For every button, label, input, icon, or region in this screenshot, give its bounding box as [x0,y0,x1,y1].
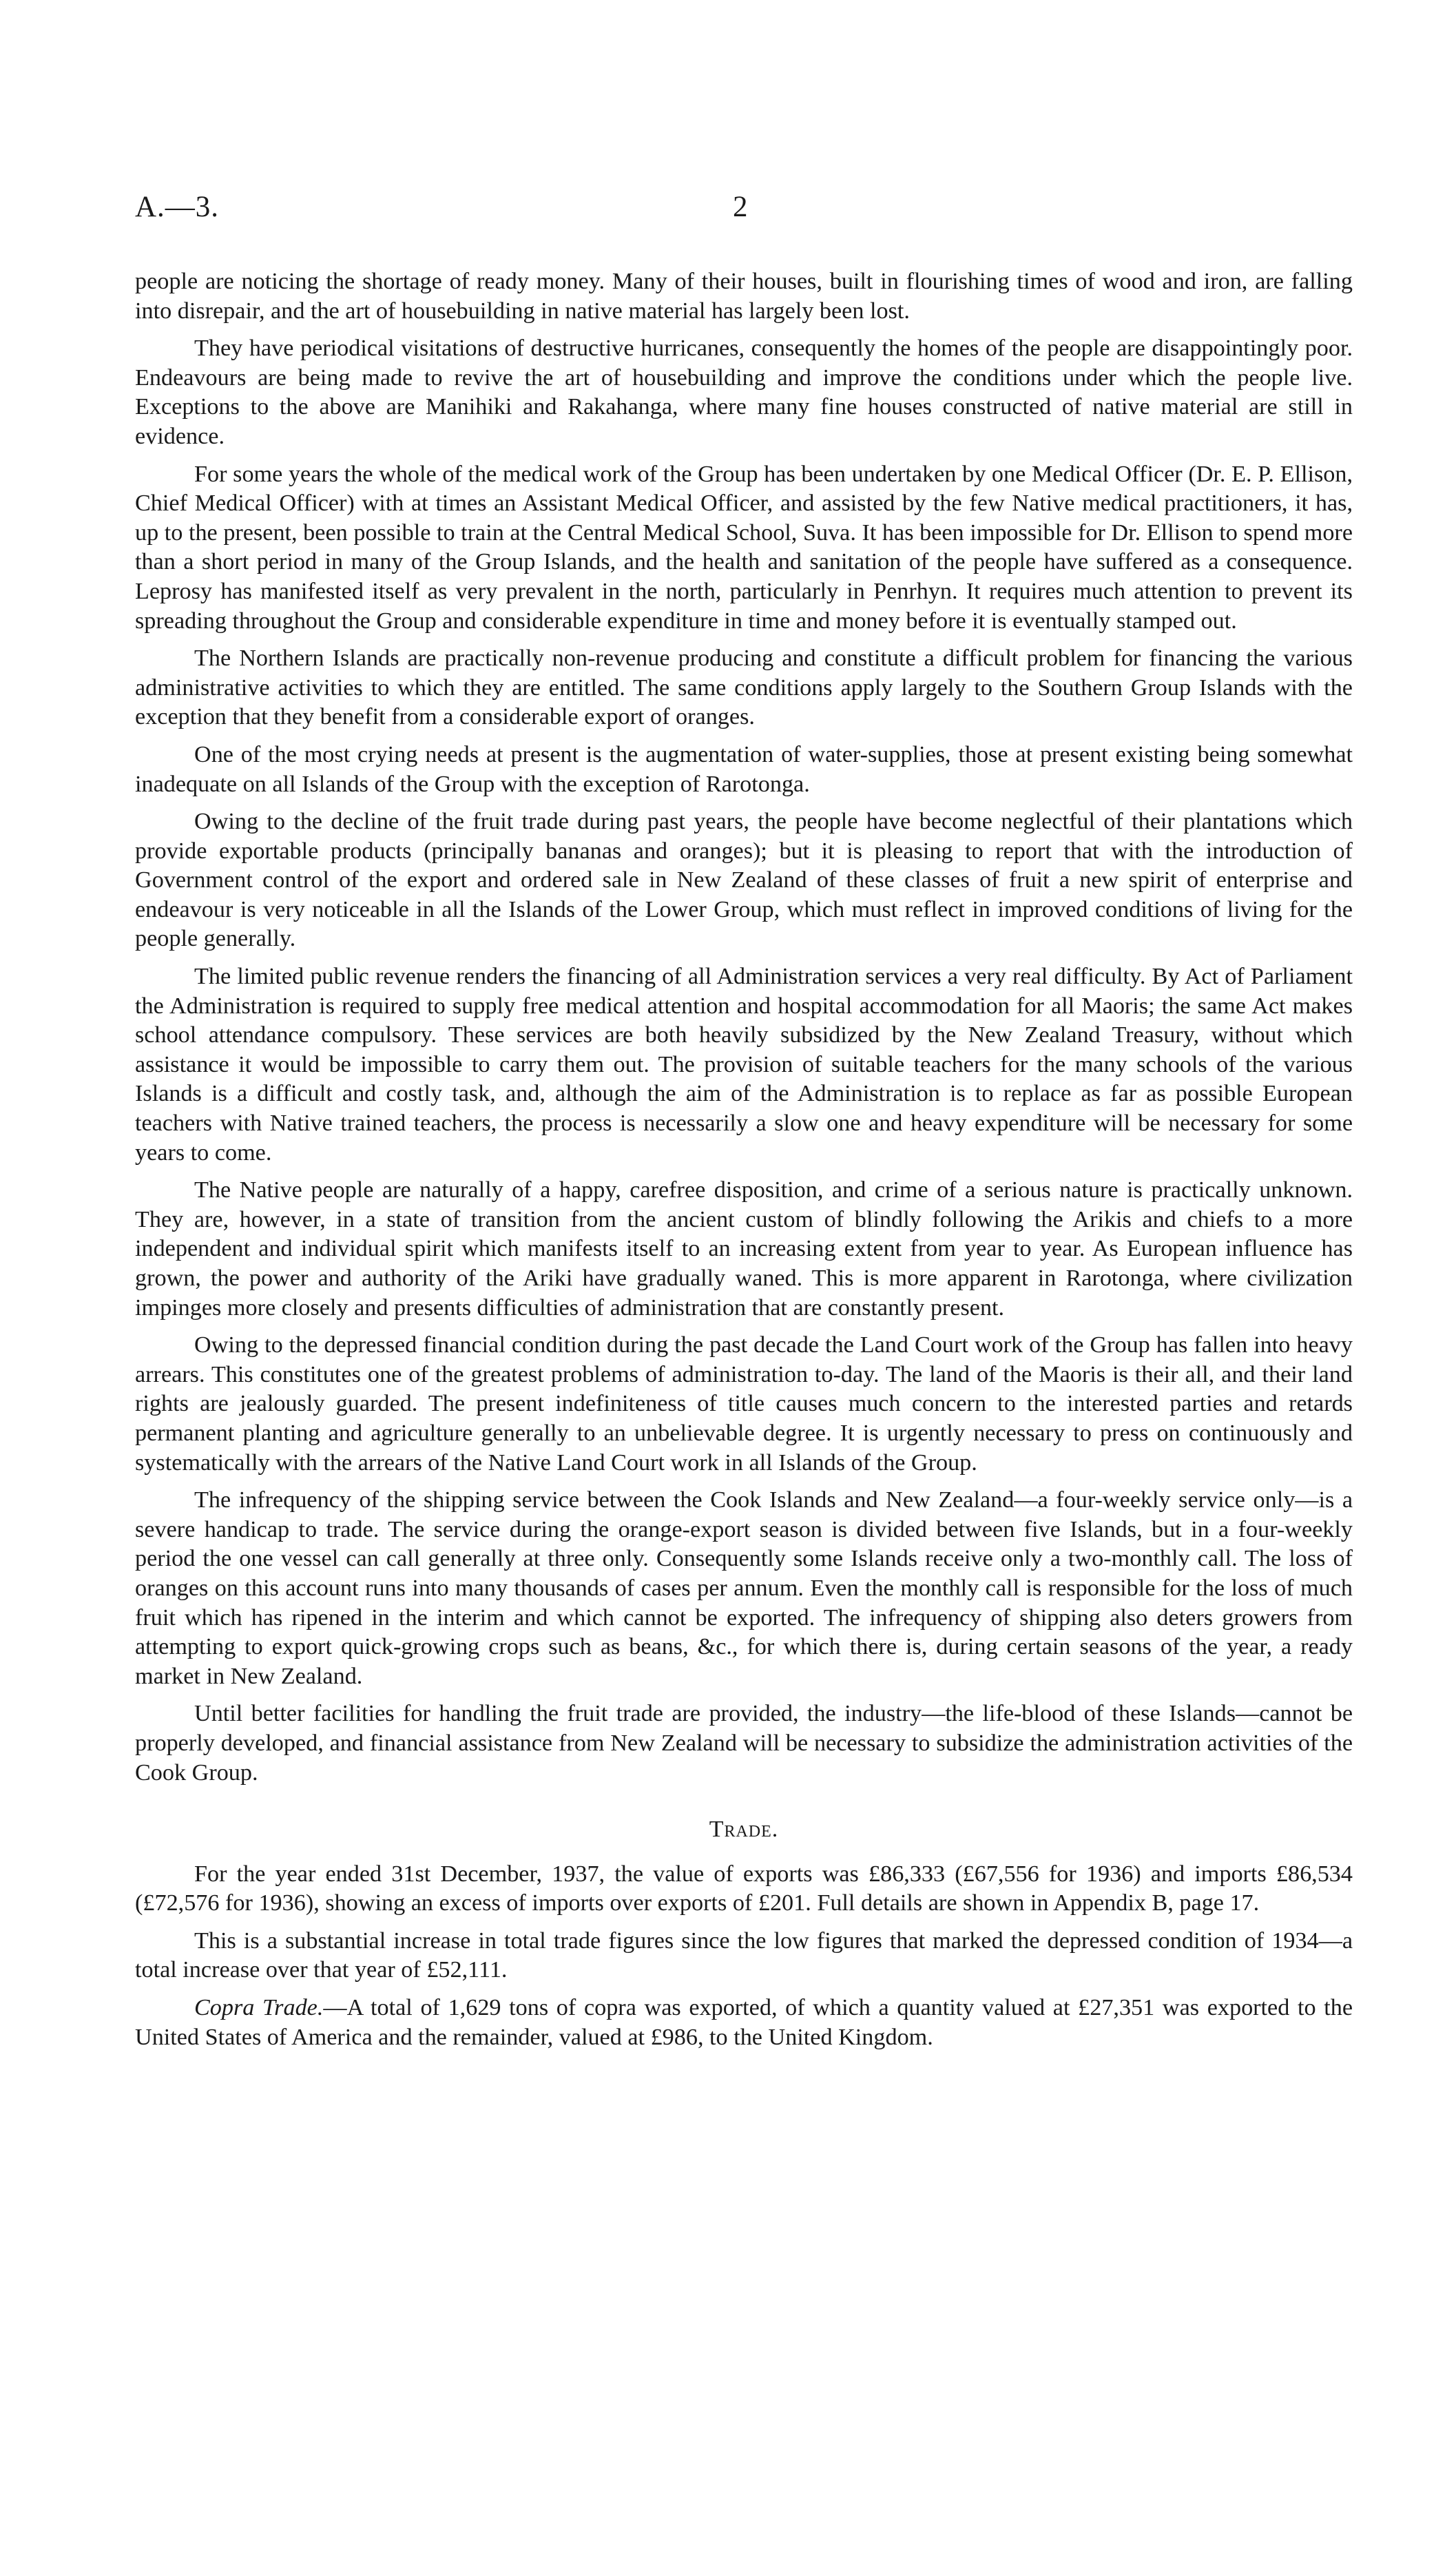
paragraph: For the year ended 31st December, 1937, the value of exports was £86,333 (£67,556 for 1936) and imports £86,534 (£72,576 for 1936), showing an excess of imports over exports of £201. Full details are shown in Appendix B, page 17. [135,1861,1353,1916]
paragraph: The Northern Islands are practically non-revenue producing and constitute a difficult problem for financing the various administrative activities to which they are entitled. The same conditions apply largely to the Southern Group Islands with the exception that they benefit from a considerable export of oranges. [135,645,1353,730]
paragraph: Until better facilities for handling the fruit trade are provided, the industry—the life-blood of these Islands—cannot be properly developed, and financial assistance from New Zealand will be necessary to subsidize the administration activities of the Cook Group. [135,1701,1353,1786]
paragraph: people are noticing the shortage of ready money. Many of their houses, built in flourishing times of wood and iron, are falling into disrepair, and the art of housebuilding in native material has largely been lost. [135,269,1353,324]
paragraph: Owing to the decline of the fruit trade during past years, the people have become neglectful of their plantations which provide exportable products (principally bananas and oranges); but it is pleasing to report that with the introduction of Government control of the export and ordered sale in New Zealand of these classes of fruit a new spirit of enterprise and endeavour is very noticeable in all the Islands of the Lower Group, which must reflect in improved conditions of living for the people generally. [135,809,1353,952]
paragraph: They have periodical visitations of destructive hurricanes, consequently the homes of the people are disappointingly poor. Endeavours are being made to revive the art of housebuilding and improve the conditions under which the people live. Exceptions to the above are Manihiki and Rakahanga, where many fine houses constructed of native material are still in evidence. [135,335,1353,449]
copra-trade-text: —A total of 1,629 tons of copra was exported, of which a quantity valued at £27,351 was exported to the United States of America and the remainder, valued at £986, to the United Kingdom. [135,1995,1353,2050]
paragraph: The infrequency of the shipping service between the Cook Islands and New Zealand—a four-weekly service only—is a severe handicap to trade. The service during the orange-export season is divided between five Islands, but in a four-weekly period the one vessel can call generally at three only. Consequently some Islands receive only a two-monthly call. The loss of oranges on this account runs into many thousands of cases per annum. Even the monthly call is responsible for the loss of much fruit which has ripened in the interim and which cannot be exported. The infrequency of shipping also deters growers from attempting to export quick-growing crops such as beans, &c., for which there is, during certain seasons of the year, a ready market in New Zealand. [135,1487,1353,1689]
page-header [135,190,1353,231]
section-heading-trade: Trade. [709,1817,779,1843]
paragraph: Owing to the depressed financial condition during the past decade the Land Court work of the Group has fallen into heavy arrears. This constitutes one of the greatest problems of administration to-day. The land of the Maoris is their all, and their land rights are jealously guarded. The present indefiniteness of title causes much concern to the interested parties and retards permanent planting and agriculture generally to an unbelievable degree. It is urgently necessary to press on continuously and systematically with the arrears of the Native Land Court work in all Islands of the Group. [135,1332,1353,1476]
document-reference: A.—3. [135,191,220,223]
body-text [135,267,1353,2060]
copra-trade-lead: Copra Trade. [194,1995,324,2021]
page-number: 2 [733,191,748,223]
paragraph: One of the most crying needs at present is the augmentation of water-supplies, those at present existing being somewhat inadequate on all Islands of the Group with the exception of Rarotonga. [135,741,1353,797]
paragraph: The limited public revenue renders the financing of all Administration services a very real difficulty. By Act of Parliament the Administration is required to supply free medical attention and hospital accommodation for all Maoris; the same Act makes school attendance compulsory. These services are both heavily subsidized by the New Zealand Treasury, without which assistance it would be impossible to carry them out. The provision of suitable teachers for the many schools of the various Islands is a difficult and costly task, and, although the aim of the Administration is to replace as far as possible European teachers with Native trained teachers, the process is necessarily a slow one and heavy expenditure will be necessary for some years to come. [135,964,1353,1166]
paragraph: The Native people are naturally of a happy, carefree disposition, and crime of a serious nature is practically unknown. They are, however, in a state of transition from the ancient custom of blindly following the Arikis and chiefs to a more independent and individual spirit which manifests itself to an increasing extent from year to year. As European influence has grown, the power and authority of the Ariki have gradually waned. This is more apparent in Rarotonga, where civilization impinges more closely and presents difficulties of administration that are constantly present. [135,1177,1353,1321]
paragraph: For some years the whole of the medical work of the Group has been undertaken by one Medical Officer (Dr. E. P. Ellison, Chief Medical Officer) with at times an Assistant Medical Officer, and assisted by the few Native medical practitioners, it has, up to the present, been possible to train at the Central Medical School, Suva. It has been impossible for Dr. Ellison to spend more than a short period in many of the Group Islands, and the health and sanitation of the people have suffered as a consequence. Leprosy has manifested itself as very prevalent in the north, particularly in Penrhyn. It requires much attention to prevent its spreading throughout the Group and considerable expenditure in time and money before it is eventually stamped out. [135,461,1353,634]
paragraph: This is a substantial increase in total trade figures since the low figures that marked the depressed condition of 1934—a total increase over that year of £52,111. [135,1927,1353,1983]
copra-trade-paragraph [135,1994,1353,2052]
